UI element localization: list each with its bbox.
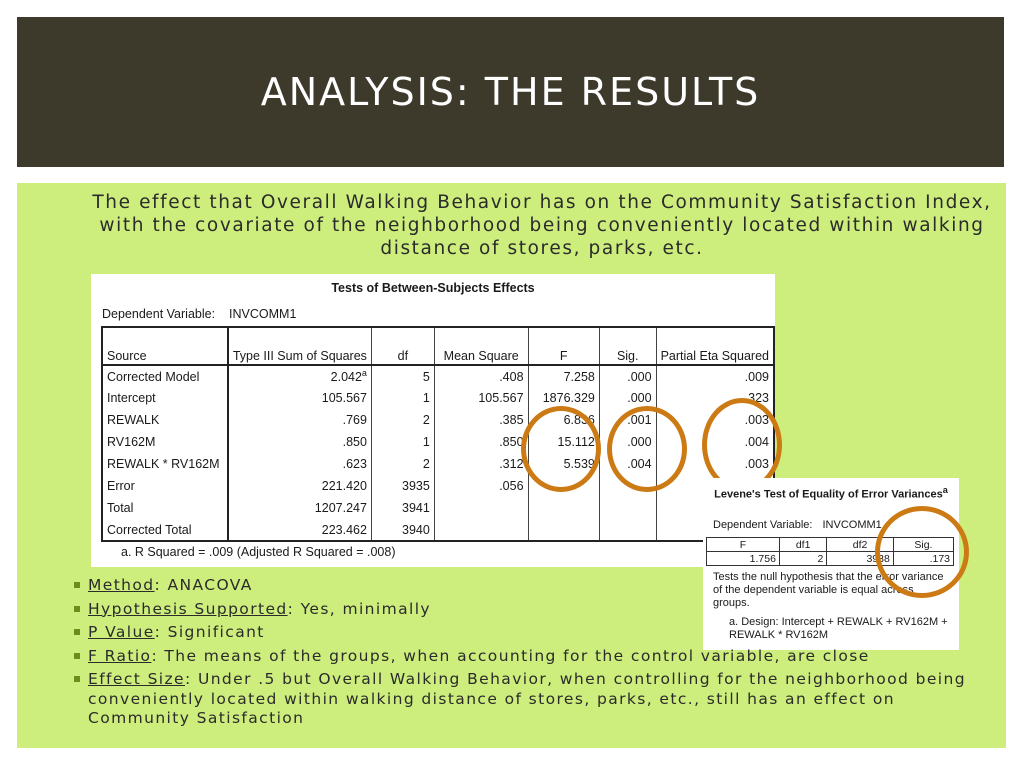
row-source xyxy=(102,497,228,519)
row-ms-text: .850 xyxy=(499,435,524,449)
bullet-text: : Significant xyxy=(154,623,265,641)
row-ss xyxy=(228,453,372,475)
levene-title xyxy=(703,484,959,502)
bullet-text: : ANACOVA xyxy=(154,576,253,594)
row-ms xyxy=(434,387,528,409)
list-item xyxy=(74,576,999,596)
title-bar xyxy=(17,17,1004,167)
dependent-variable xyxy=(102,307,296,321)
col-df: df xyxy=(371,327,434,365)
row-df-text: 3940 xyxy=(402,522,430,537)
row-df xyxy=(371,409,434,431)
row-df-text: 3941 xyxy=(402,501,430,515)
col-f: F xyxy=(528,327,599,365)
row-source-text: Error xyxy=(107,479,135,493)
levene-note: Tests the null hypothesis that the error variance of the dependent variable is equal across groups. xyxy=(713,571,944,609)
col-ss: Type III Sum of Squares xyxy=(228,327,372,365)
levene-col-df2: df2 xyxy=(827,538,894,552)
row-ms xyxy=(434,475,528,497)
content-panel xyxy=(17,183,1006,748)
dv-value: INVCOMM1 xyxy=(229,307,297,321)
levene-dependent-variable xyxy=(713,519,882,531)
row-ms-text: 105.567 xyxy=(478,391,524,405)
col-ms: Mean Square xyxy=(434,327,528,365)
row-df xyxy=(371,453,434,475)
row-source xyxy=(102,365,228,387)
row-eta-text: .003 xyxy=(744,413,769,427)
row-ms xyxy=(434,519,528,541)
row-ss-text: .623 xyxy=(342,457,367,471)
row-source-text: REWALK * RV162M xyxy=(107,457,220,471)
table-row xyxy=(102,497,774,519)
row-ss-text: 1207.247 xyxy=(314,501,367,515)
bullet-text: : Under .5 but Overall Walking Behavior, when controlling for the neighborhood being conveniently located within walking distance of stores, parks, etc., still has an effect on Community Satisfaction xyxy=(88,670,966,727)
levene-f: 1.756 xyxy=(707,552,780,566)
row-source-text: Total xyxy=(107,501,134,515)
dv-label: Dependent Variable: xyxy=(102,307,216,321)
row-f-text: 15.112 xyxy=(557,435,595,449)
row-source xyxy=(102,387,228,409)
slide-title: ANALYSIS: THE RESULTS xyxy=(260,70,761,114)
row-f xyxy=(528,365,599,387)
levene-dv-label: Dependent Variable: xyxy=(713,519,813,531)
row-df-text: 5 xyxy=(422,369,430,384)
row-source xyxy=(102,475,228,497)
row-ss-text: .850 xyxy=(342,435,367,449)
list-item xyxy=(74,623,999,643)
row-ss-text: .769 xyxy=(342,413,367,427)
bullet-list xyxy=(74,576,999,733)
highlight-circle-sig xyxy=(607,406,687,492)
row-eta-text: .009 xyxy=(744,369,769,384)
row-source xyxy=(102,519,228,541)
row-ms xyxy=(434,453,528,475)
footnote-marker: a xyxy=(361,368,367,379)
row-source xyxy=(102,431,228,453)
row-ms-text: .385 xyxy=(499,413,524,427)
row-f xyxy=(528,497,599,519)
row-source-text: RV162M xyxy=(107,435,156,449)
row-ss xyxy=(228,365,372,387)
row-ss xyxy=(228,387,372,409)
row-eta xyxy=(656,365,774,387)
table-row xyxy=(102,365,774,387)
row-ms xyxy=(434,365,528,387)
row-df xyxy=(371,497,434,519)
row-ss-text: 2.042 xyxy=(330,370,362,385)
row-ms-text: .056 xyxy=(499,479,524,493)
list-item xyxy=(74,647,999,667)
row-ss xyxy=(228,519,372,541)
list-item xyxy=(74,600,999,620)
levene-title-sup: a xyxy=(942,485,948,495)
row-sig xyxy=(599,497,656,519)
levene-dv-value: INVCOMM1 xyxy=(822,519,882,531)
row-df-text: 1 xyxy=(422,391,430,405)
col-eta: Partial Eta Squared xyxy=(656,327,774,365)
row-ss xyxy=(228,409,372,431)
row-f-text: 7.258 xyxy=(563,369,595,384)
col-source: Source xyxy=(102,327,228,365)
row-df-text: 3935 xyxy=(402,479,430,493)
row-source xyxy=(102,453,228,475)
row-ss-text: 105.567 xyxy=(321,391,367,405)
row-ss xyxy=(228,431,372,453)
row-sig-text: .000 xyxy=(627,391,652,405)
table-title: Tests of Between-Subjects Effects xyxy=(331,281,535,295)
levene-col-sig: Sig. xyxy=(893,538,953,552)
table-row xyxy=(102,519,774,541)
row-df xyxy=(371,387,434,409)
row-eta-text: .323 xyxy=(744,391,769,405)
levene-col-f: F xyxy=(707,538,780,552)
row-source-text: Corrected Total xyxy=(107,522,192,537)
levene-col-df1: df1 xyxy=(779,538,826,552)
col-sig: Sig. xyxy=(599,327,656,365)
levene-df1: 2 xyxy=(779,552,826,566)
row-sig xyxy=(599,519,656,541)
bullet-term: Hypothesis Supported xyxy=(88,599,288,618)
row-eta-text: .003 xyxy=(744,457,769,471)
row-sig-text: .001 xyxy=(627,413,652,427)
row-source xyxy=(102,409,228,431)
highlight-circle-f xyxy=(521,406,601,492)
levene-title-text: Levene's Test of Equality of Error Variances xyxy=(714,488,943,501)
row-f-text: 1876.329 xyxy=(542,391,595,405)
table-footnote: a. R Squared = .009 (Adjusted R Squared = .008) xyxy=(121,545,396,559)
row-sig xyxy=(599,365,656,387)
row-sig-text: .004 xyxy=(627,457,652,471)
row-source-text: Corrected Model xyxy=(107,369,200,384)
row-source-text: Intercept xyxy=(107,391,156,405)
row-eta-text: .004 xyxy=(744,435,769,449)
row-df-text: 2 xyxy=(422,457,430,471)
row-df xyxy=(371,431,434,453)
row-df-text: 2 xyxy=(422,413,430,427)
bullet-term: Effect Size xyxy=(88,670,185,688)
levene-design: a. Design: Intercept + REWALK + RV162M + REWALK * RV162M xyxy=(729,616,948,641)
row-df xyxy=(371,519,434,541)
row-ss xyxy=(228,475,372,497)
row-f-text: 5.539 xyxy=(563,457,595,471)
bullet-text: : Yes, minimally xyxy=(287,599,431,618)
row-ms xyxy=(434,497,528,519)
row-f-text: 6.836 xyxy=(563,413,595,427)
bullet-term: P Value xyxy=(88,623,155,641)
row-ss-text: 221.420 xyxy=(321,479,367,493)
row-ms-text: .312 xyxy=(499,457,524,471)
list-item xyxy=(74,670,999,729)
bullet-term: F Ratio xyxy=(88,646,152,665)
bullet-text: : The means of the groups, when accounting for the control variable, are close xyxy=(151,646,870,665)
row-sig-text: .000 xyxy=(627,435,652,449)
row-ms xyxy=(434,431,528,453)
row-df xyxy=(371,365,434,387)
table-row xyxy=(102,387,774,409)
row-ss-text: 223.462 xyxy=(321,522,367,537)
slide-subtitle: The effect that Overall Walking Behavior has on the Community Satisfaction Index, with the covariate of the neighborhood being conveniently located within walking distance of stores, parks, etc. xyxy=(92,192,992,259)
row-df xyxy=(371,475,434,497)
levene-sig: .173 xyxy=(893,552,953,566)
row-source-text: REWALK xyxy=(107,413,160,427)
bullet-term: Method xyxy=(88,576,155,594)
row-sig-text: .000 xyxy=(627,369,652,384)
levene-df2: 3938 xyxy=(827,552,894,566)
row-ms xyxy=(434,409,528,431)
row-f xyxy=(528,519,599,541)
row-ss xyxy=(228,497,372,519)
row-ms-text: .408 xyxy=(499,369,524,384)
row-df-text: 1 xyxy=(422,435,430,449)
